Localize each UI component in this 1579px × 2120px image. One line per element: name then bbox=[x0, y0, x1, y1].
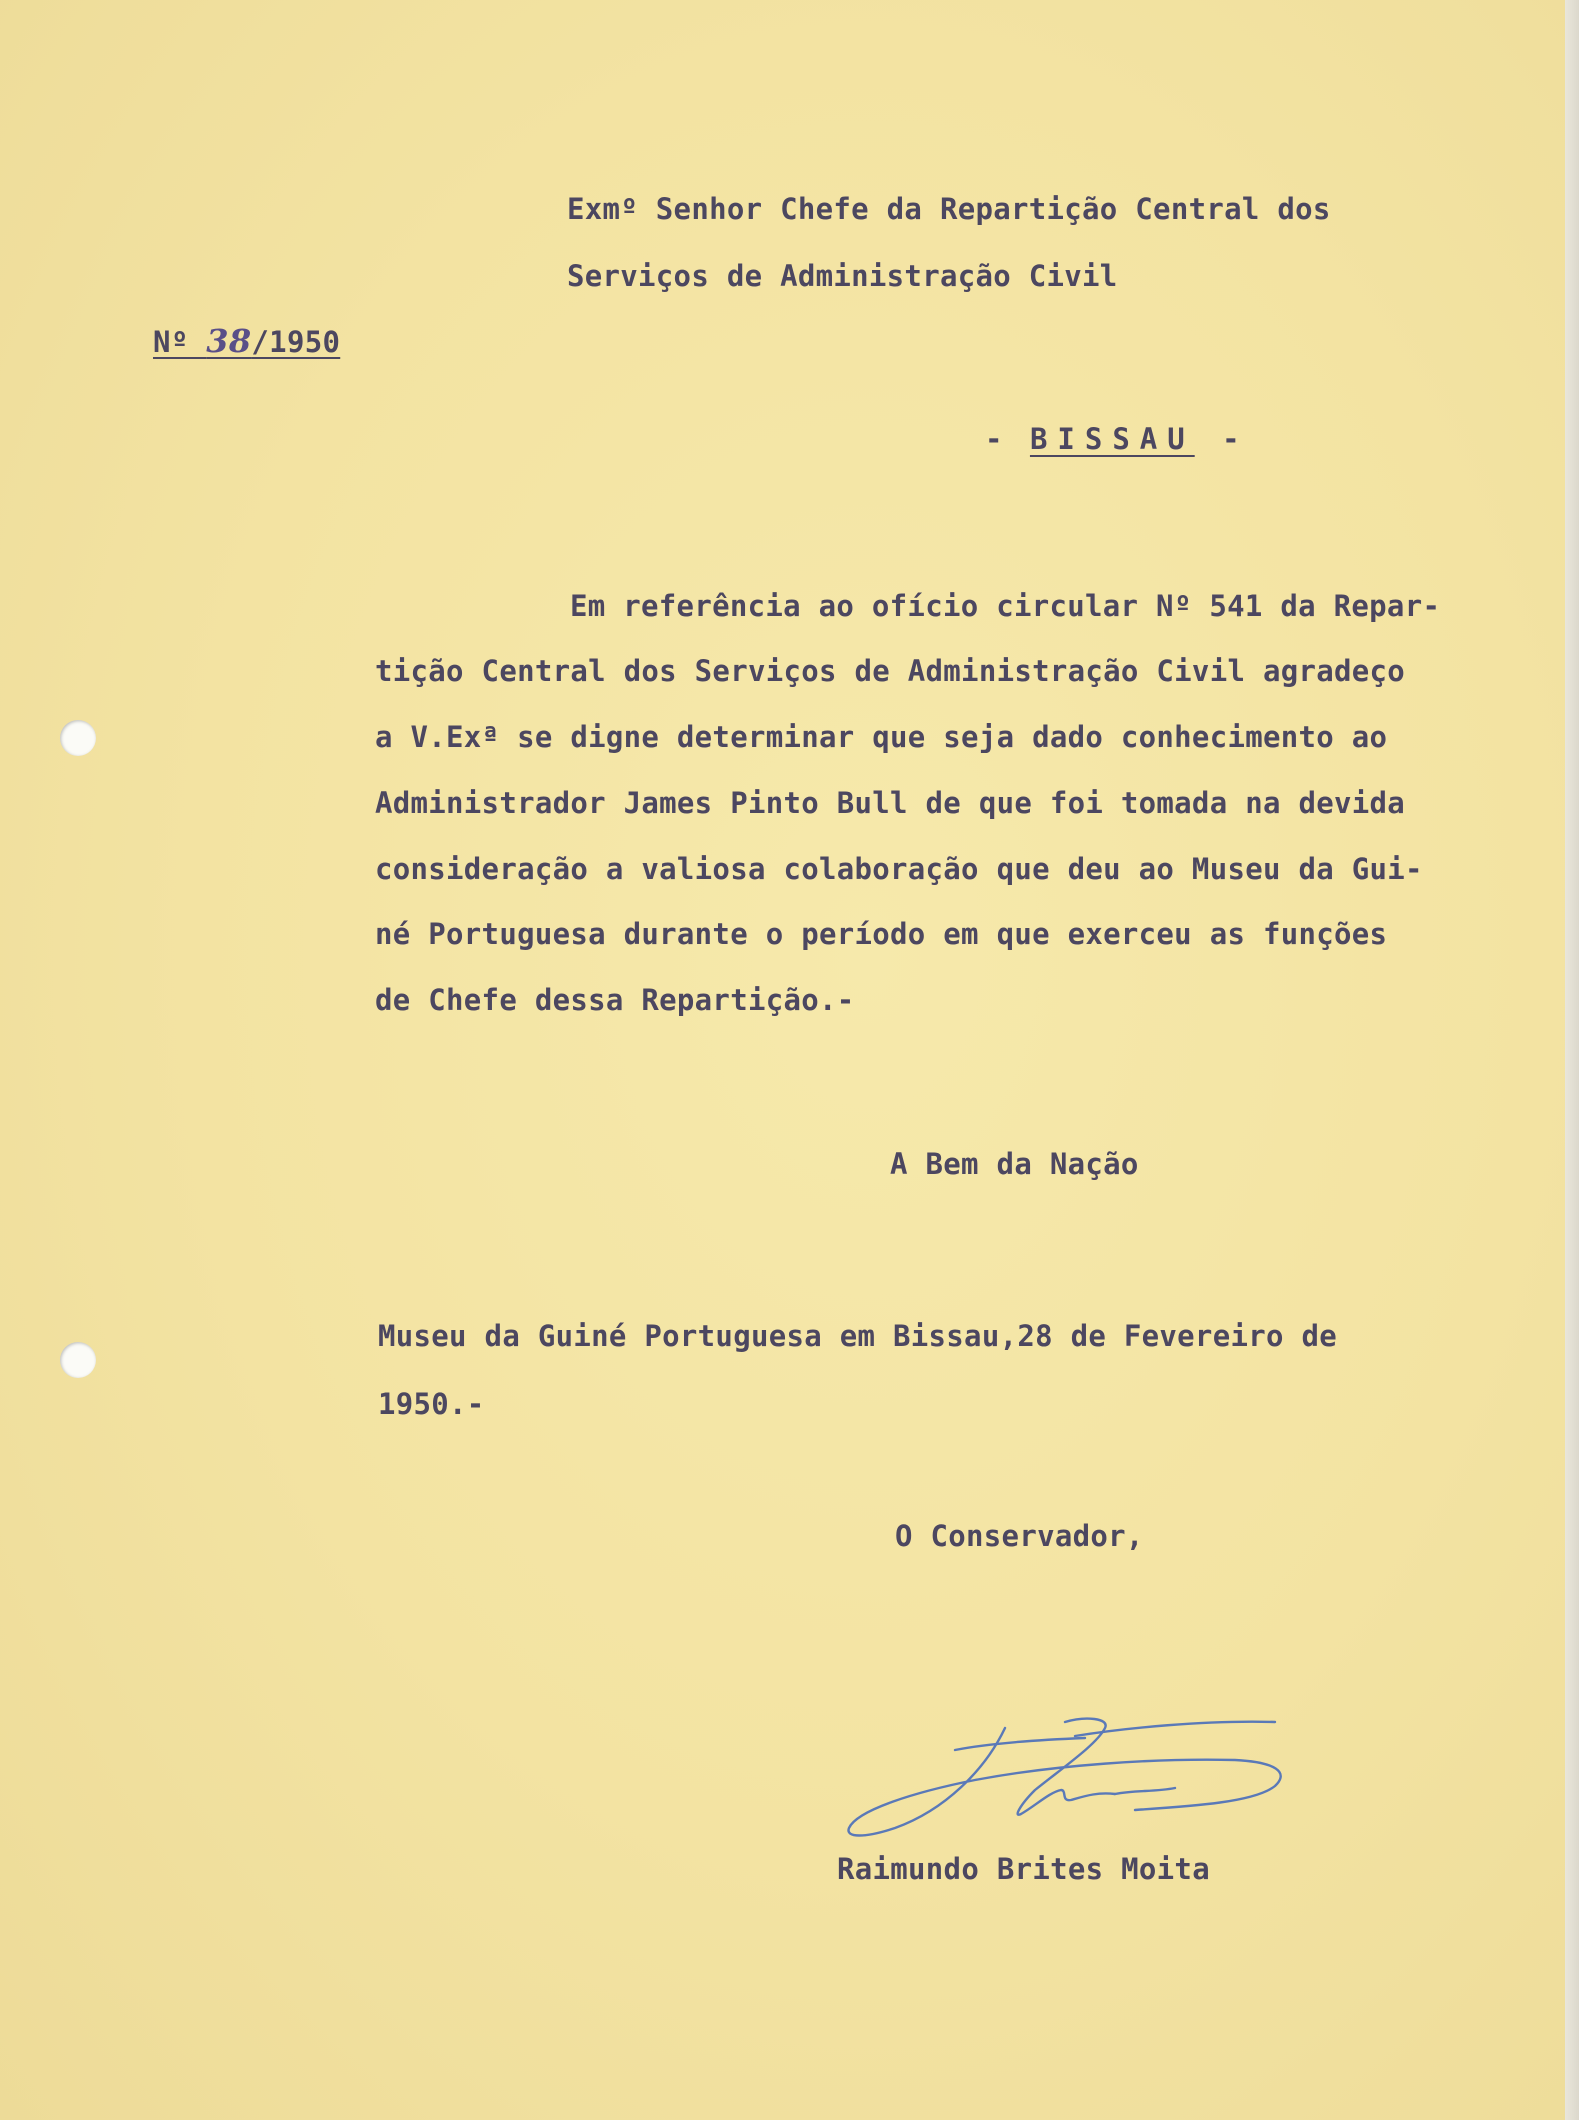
body-line: consideração a valiosa colaboração que deu ao Museu da Gui- bbox=[375, 852, 1423, 886]
body-line: a V.Exª se digne determinar que seja dado conhecimento ao bbox=[375, 720, 1388, 754]
reference-prefix: Nº bbox=[153, 325, 207, 359]
city-dash-left: - bbox=[985, 422, 1003, 456]
body-line: né Portuguesa durante o período em que exerceu as funções bbox=[375, 917, 1388, 951]
city-heading bbox=[985, 422, 1240, 456]
signatory-title: O Conservador, bbox=[895, 1519, 1144, 1553]
city-dash-right: - bbox=[1222, 422, 1240, 456]
punch-hole bbox=[60, 1342, 96, 1378]
closing-salutation: A Bem da Nação bbox=[890, 1147, 1139, 1181]
city-name: BISSAU bbox=[1029, 422, 1195, 456]
body-line: Em referência ao ofício circular Nº 541 da Repar- bbox=[570, 589, 1441, 623]
reference-handwritten-number: 38 bbox=[206, 322, 252, 360]
body-line: tição Central dos Serviços de Administração Civil agradeço bbox=[375, 654, 1406, 688]
place-date-line-1: Museu da Guiné Portuguesa em Bissau,28 de Fevereiro de bbox=[378, 1319, 1338, 1353]
body-line: Administrador James Pinto Bull de que foi tomada na devida bbox=[375, 786, 1406, 820]
addressee-line-2: Serviços de Administração Civil bbox=[567, 259, 1118, 293]
body-line: de Chefe dessa Repartição.- bbox=[375, 983, 855, 1017]
handwritten-signature bbox=[835, 1710, 1295, 1860]
addressee-line-1: Exmº Senhor Chefe da Repartição Central dos bbox=[567, 192, 1331, 226]
reference-year: /1950 bbox=[251, 325, 341, 359]
page-edge bbox=[1565, 0, 1579, 2120]
place-date-line-2: 1950.- bbox=[378, 1387, 485, 1421]
reference-number bbox=[153, 322, 341, 360]
signatory-name: Raimundo Brites Moita bbox=[837, 1852, 1210, 1886]
punch-hole bbox=[60, 720, 96, 756]
